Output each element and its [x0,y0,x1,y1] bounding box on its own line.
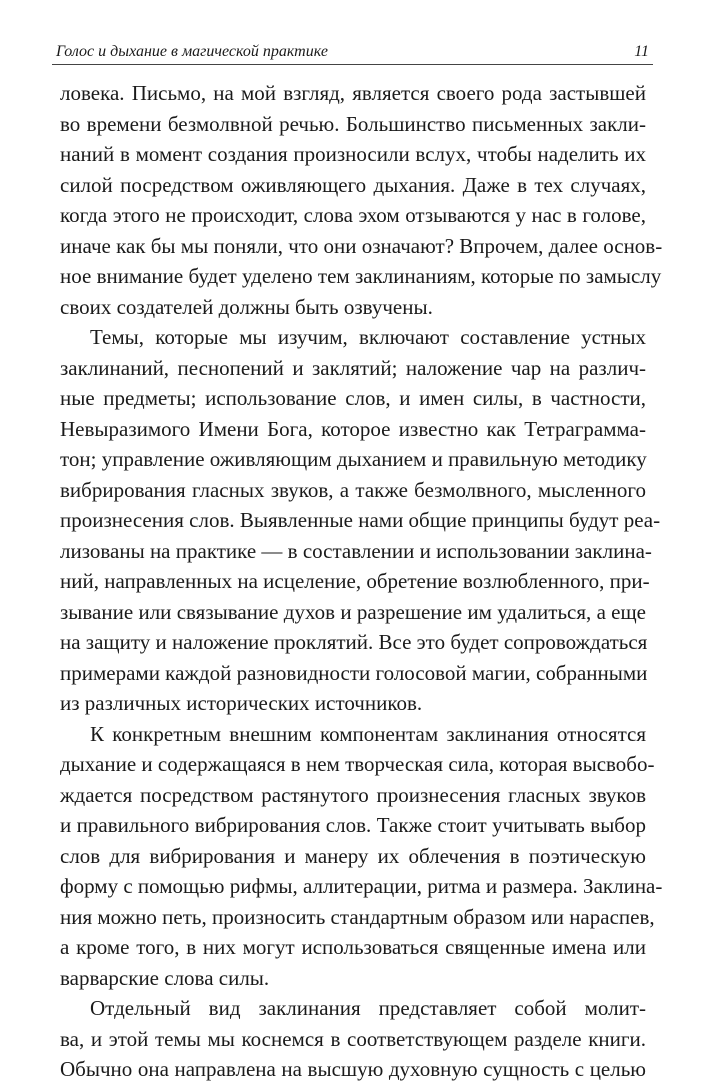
text-line: форму с помощью рифмы, аллитерации, ритма и размера. Заклина- [60,874,663,898]
text-line: когда этого не происходит, слова эхом отзываются у нас в голове, [60,203,646,227]
text-line: а кроме того, в них могут использоваться священные имена или [60,935,646,959]
text-line: своих создателей должны быть озвучены. [60,294,433,319]
text-line: ва, и этой темы мы коснемся в соответствующем разделе книги. [60,1026,646,1051]
text-line: варварские слова силы. [60,965,270,990]
body-text [60,78,663,1085]
text-line: ний, направленных на исцеление, обретение возлюбленного, при- [60,569,650,593]
paragraph [60,993,646,1085]
text-line: произнесения слов. Выявленные нами общие принципы будут реа- [60,508,661,532]
running-title: Голос и дыхание в магической практике [56,43,328,60]
text-line: вибрирования гласных звуков, а также безмолвного, мысленного [60,477,646,502]
text-line: заклинаний, песнопений и заклятий; наложение чар на различ- [60,355,646,380]
text-line: слов для вибрирования и манеру их облечения в поэтическую [60,843,646,868]
text-line: Темы, которые мы изучим, включают составление устных [90,325,646,349]
text-line: Обычно она направлена на высшую духовную сущность с целью [60,1057,646,1081]
paragraph [60,322,661,719]
text-line: ное внимание будет уделено тем заклинаниям, которые по замыслу [60,264,662,288]
text-line: из различных исторических источников. [60,691,423,715]
text-line: во времени безмолвной речью. Большинство письменных закли- [60,111,646,136]
text-line: ные предметы; использование слов, и имен силы, в частности, [60,386,646,410]
text-line: К конкретным внешним компонентам заклинания относятся [90,721,646,746]
text-line: Отдельный вид заклинания представляет собой молит- [90,996,646,1020]
paragraph [60,719,663,994]
text-line: наний в момент создания произносили вслух, чтобы наделить их [60,142,646,166]
text-line: ловека. Письмо, на мой взгляд, является своего рода застывшей [60,81,646,105]
text-line: примерами каждой разновидности голосовой магии, собранными [60,660,648,685]
running-header [52,40,653,65]
text-line: иначе как бы мы поняли, что они означают? Впрочем, далее основ- [60,233,663,258]
text-line: дыхание и содержащаяся в нем творческая сила, которая высвобо- [60,752,655,776]
text-line: ждается посредством растянутого произнесения гласных звуков [60,782,646,807]
page-number: 11 [634,43,649,60]
text-line: силой посредством оживляющего дыхания. Даже в тех случаях, [60,172,646,197]
text-line: зывание или связывание духов и разрешение им удалиться, а еще [60,599,646,624]
text-line: ния можно петь, произносить стандартным образом или нараспев, [60,904,655,929]
text-line: тон; управление оживляющим дыханием и правильную методику [60,447,647,471]
text-line: Невыразимого Имени Бога, которое известно как Тетраграмма- [60,416,646,441]
text-line: на защиту и наложение проклятий. Все это будет сопровождаться [60,630,648,654]
paragraph [60,78,663,322]
text-line: лизованы на практике — в составлении и использовании заклина- [60,538,652,563]
text-line: и правильного вибрирования слов. Также стоит учитывать выбор [60,813,646,837]
